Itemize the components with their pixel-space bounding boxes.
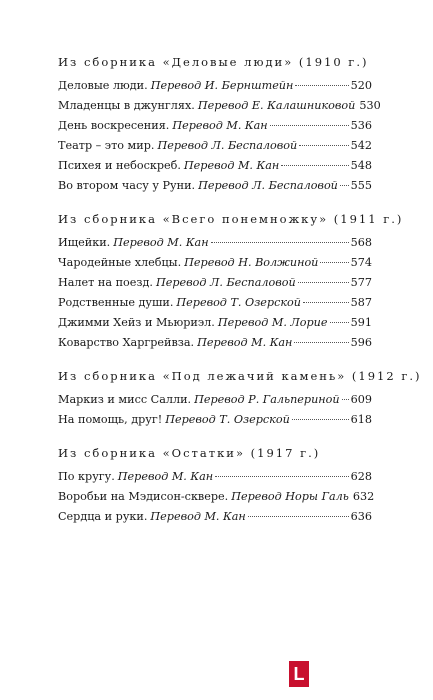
toc-entry bbox=[58, 233, 372, 253]
toc-entry bbox=[58, 333, 372, 353]
story-title: Сердца и руки. bbox=[58, 510, 148, 523]
story-title: Младенцы в джунглях. bbox=[58, 99, 195, 112]
story-title: На помощь, друг! bbox=[58, 413, 163, 426]
leader-dots bbox=[211, 242, 349, 243]
leader-dots bbox=[299, 145, 348, 146]
translator: Перевод М. Кан bbox=[197, 336, 293, 349]
toc-section bbox=[58, 446, 375, 527]
page-number: 555 bbox=[350, 179, 372, 192]
toc-entry bbox=[58, 76, 372, 96]
story-title: Ищейки. bbox=[58, 236, 111, 249]
translator: Перевод Т. Озерской bbox=[176, 296, 301, 309]
toc-entry bbox=[58, 273, 372, 293]
toc-section bbox=[58, 55, 381, 196]
toc-entry bbox=[58, 176, 372, 196]
leader-dots bbox=[294, 342, 348, 343]
toc-entry bbox=[58, 410, 372, 430]
page-number: 587 bbox=[350, 296, 372, 309]
section-title: Из сборника «Под лежачий камень» (1912 г.) bbox=[58, 369, 422, 383]
leader-dots bbox=[303, 302, 349, 303]
translator: Перевод Т. Озерской bbox=[165, 413, 290, 426]
toc-entry bbox=[58, 116, 372, 136]
leader-dots bbox=[295, 85, 348, 86]
page-number: 530 bbox=[359, 99, 381, 112]
page-number: 536 bbox=[350, 119, 372, 132]
toc-entry bbox=[58, 390, 372, 410]
toc-entry bbox=[58, 96, 381, 116]
page-number: 548 bbox=[350, 159, 372, 172]
page-number: 632 bbox=[352, 490, 375, 503]
page-number: 628 bbox=[350, 470, 372, 483]
section-title: Из сборника «Деловые люди» (1910 г.) bbox=[58, 55, 369, 69]
page-number: 591 bbox=[350, 316, 372, 329]
story-title: Во втором часу у Руни. bbox=[58, 179, 196, 192]
translator: Перевод Н. Волжиной bbox=[184, 256, 319, 269]
toc-entry bbox=[58, 507, 372, 527]
translator: Перевод Норы Галь bbox=[231, 490, 349, 503]
toc-section bbox=[58, 212, 404, 353]
toc-section bbox=[58, 369, 422, 430]
translator: Перевод И. Бернштейн bbox=[150, 79, 294, 92]
translator: Перевод Л. Беспаловой bbox=[157, 139, 298, 152]
leader-dots bbox=[248, 516, 349, 517]
page-number: 568 bbox=[350, 236, 372, 249]
story-title: Психея и небоскреб. bbox=[58, 159, 181, 172]
page-number: 542 bbox=[350, 139, 372, 152]
translator: Перевод Л. Беспаловой bbox=[155, 276, 296, 289]
translator: Перевод М. Кан bbox=[183, 159, 280, 172]
translator: Перевод М. Кан bbox=[117, 470, 214, 483]
leader-dots bbox=[320, 262, 348, 263]
leader-dots bbox=[342, 399, 349, 400]
story-title: По кругу. bbox=[58, 470, 115, 483]
page-number: 520 bbox=[350, 79, 372, 92]
toc-entry bbox=[58, 253, 372, 273]
leader-dots bbox=[281, 165, 348, 166]
section-title: Из сборника «Всего понемножку» (1911 г.) bbox=[58, 212, 404, 226]
story-title: День воскресения. bbox=[58, 119, 170, 132]
story-title: Чародейные хлебцы. bbox=[58, 256, 182, 269]
leader-dots bbox=[340, 185, 349, 186]
translator: Перевод Л. Беспаловой bbox=[198, 179, 338, 192]
leader-dots bbox=[330, 322, 349, 323]
translator: Перевод М. Кан bbox=[150, 510, 246, 523]
story-title: Родственные души. bbox=[58, 296, 174, 309]
translator: Перевод М. Лорие bbox=[217, 316, 328, 329]
page-number: 574 bbox=[350, 256, 372, 269]
story-title: Деловые люди. bbox=[58, 79, 148, 92]
toc-entry bbox=[58, 293, 372, 313]
translator: Перевод М. Кан bbox=[113, 236, 209, 249]
toc-entry bbox=[58, 156, 372, 176]
toc-entry bbox=[58, 487, 375, 507]
table-of-contents bbox=[58, 55, 422, 543]
story-title: Театр – это мир. bbox=[58, 139, 155, 152]
page-number: 577 bbox=[350, 276, 372, 289]
publisher-logo-icon: L bbox=[289, 661, 309, 687]
page-number: 636 bbox=[350, 510, 372, 523]
toc-entry bbox=[58, 136, 372, 156]
translator: Перевод Р. Гальпериной bbox=[194, 393, 340, 406]
toc-entry bbox=[58, 467, 372, 487]
leader-dots bbox=[270, 125, 349, 126]
toc-entry bbox=[58, 313, 372, 333]
story-title: Воробьи на Мэдисон-сквере. bbox=[58, 490, 229, 503]
page-number: 618 bbox=[350, 413, 372, 426]
leader-dots bbox=[215, 476, 349, 477]
story-title: Маркиз и мисс Салли. bbox=[58, 393, 192, 406]
page-number: 609 bbox=[350, 393, 372, 406]
story-title: Джимми Хейз и Мьюриэл. bbox=[58, 316, 215, 329]
leader-dots bbox=[292, 419, 349, 420]
story-title: Коварство Харгрейвза. bbox=[58, 336, 195, 349]
translator: Перевод Е. Калашниковой bbox=[197, 99, 356, 112]
section-title: Из сборника «Остатки» (1917 г.) bbox=[58, 446, 321, 460]
page-number: 596 bbox=[350, 336, 372, 349]
translator: Перевод М. Кан bbox=[172, 119, 268, 132]
leader-dots bbox=[298, 282, 349, 283]
story-title: Налет на поезд. bbox=[58, 276, 153, 289]
